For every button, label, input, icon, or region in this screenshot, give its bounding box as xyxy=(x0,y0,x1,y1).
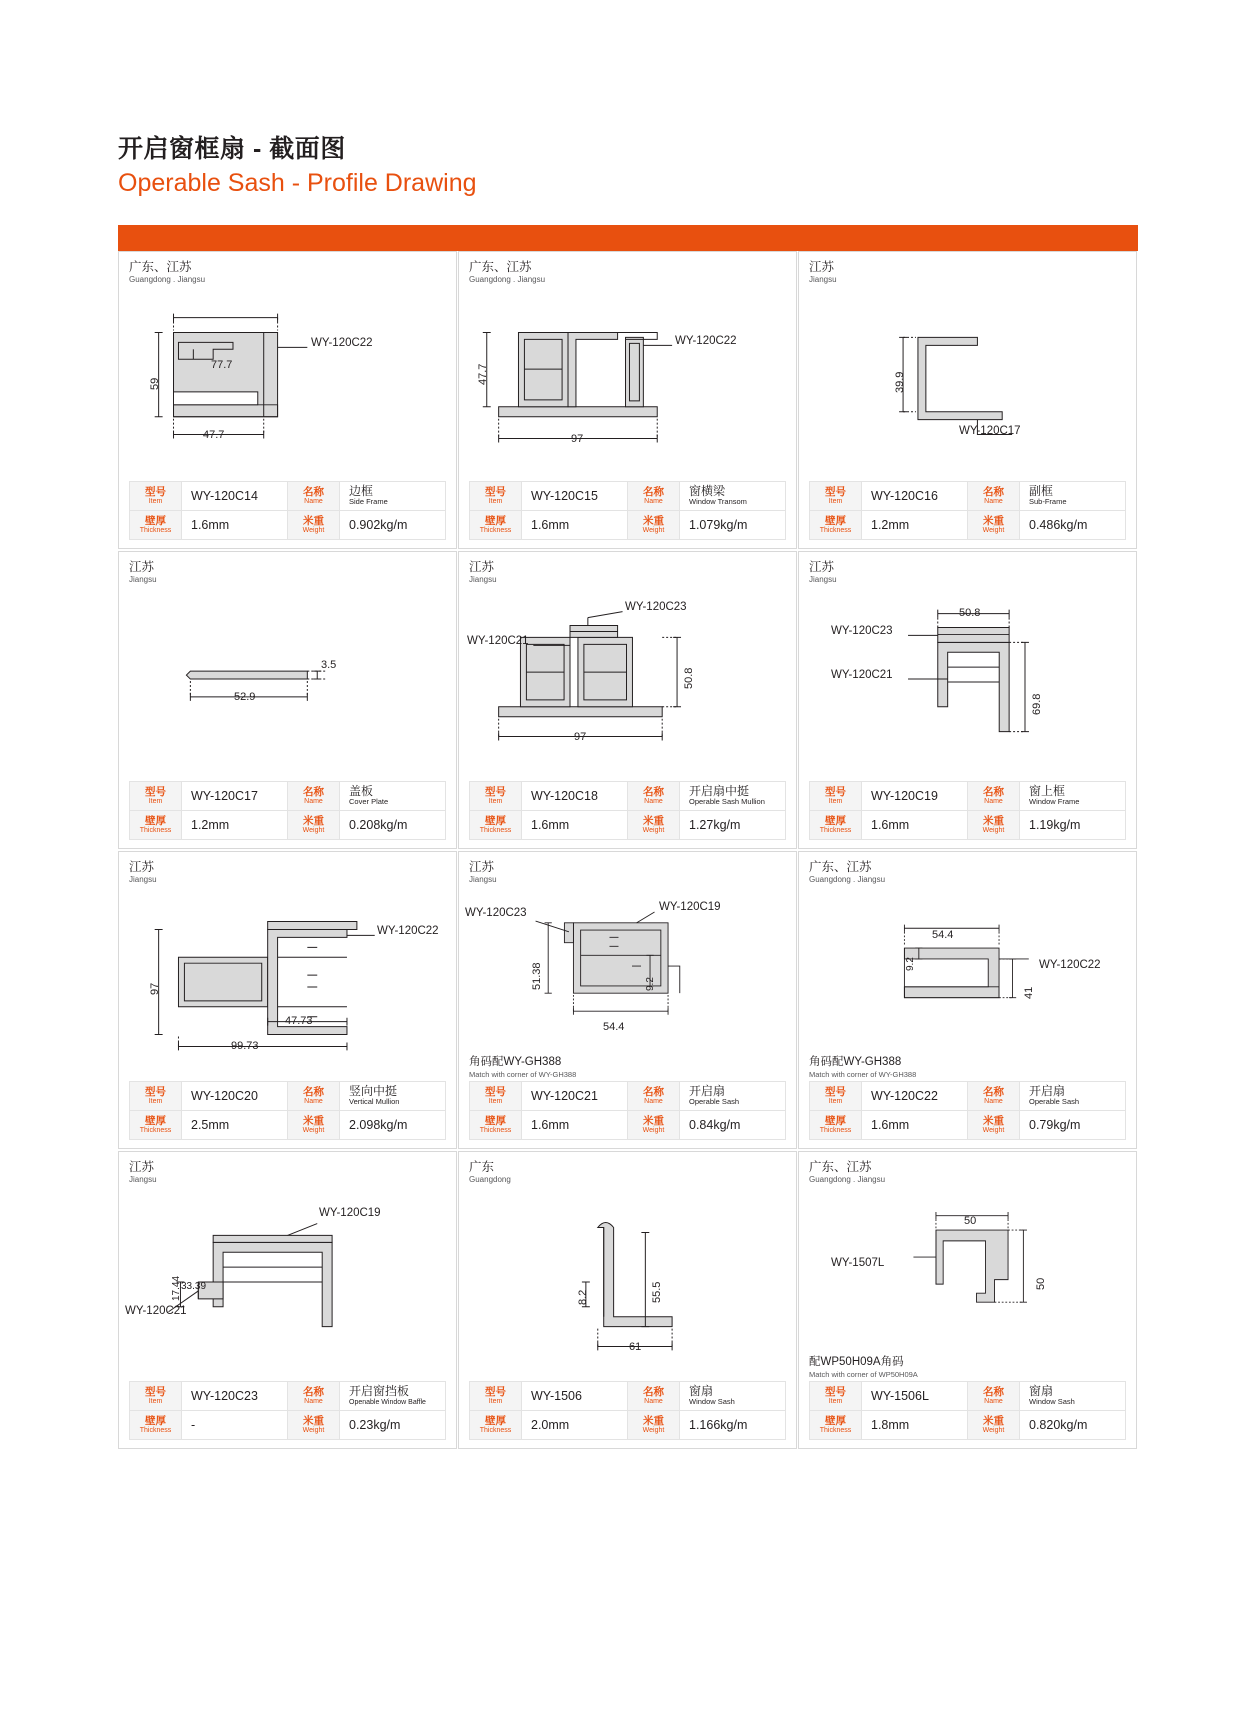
item-label: 型号 Item xyxy=(130,482,182,511)
profile-svg xyxy=(459,585,796,779)
weight-value: 1.27kg/m xyxy=(680,811,786,840)
table-row xyxy=(810,1111,1126,1140)
item-label: 型号 Item xyxy=(470,482,522,511)
dimension: 47.73 xyxy=(285,1014,313,1027)
profile-svg xyxy=(459,285,796,479)
region-label xyxy=(119,552,456,585)
name-label: 名称 Name xyxy=(288,782,340,811)
thickness-label: 壁厚 Thickness xyxy=(810,1111,862,1140)
region-label xyxy=(799,852,1136,885)
region-cn: 广东 xyxy=(469,1160,495,1174)
name-label: 名称 Name xyxy=(288,1382,340,1411)
thickness-value: 1.6mm xyxy=(862,1111,968,1140)
name-value: 开启扇 Operable Sash xyxy=(680,1082,786,1111)
thickness-label: 壁厚 Thickness xyxy=(470,1411,522,1440)
thickness-value: 1.6mm xyxy=(522,811,628,840)
profile-cell xyxy=(798,251,1137,549)
profile-drawing xyxy=(799,285,1136,479)
thickness-label: 壁厚 Thickness xyxy=(130,1111,182,1140)
item-value: WY-120C15 xyxy=(522,482,628,511)
callout-label: WY-120C19 xyxy=(659,900,721,913)
item-value: WY-1506 xyxy=(522,1382,628,1411)
table-row xyxy=(470,1082,786,1111)
weight-value: 0.486kg/m xyxy=(1020,511,1126,540)
note-en: Match with corner of WY-GH388 xyxy=(809,1070,917,1079)
dimension: 97 xyxy=(571,432,584,445)
dimension: 50.8 xyxy=(959,606,981,619)
name-value: 开启扇 Operable Sash xyxy=(1020,1082,1126,1111)
item-label: 型号 Item xyxy=(470,1082,522,1111)
item-label: 型号 Item xyxy=(130,1082,182,1111)
dimension: 59 xyxy=(149,377,161,390)
item-value: WY-120C22 xyxy=(862,1082,968,1111)
spec-table xyxy=(469,781,786,840)
note-cn: 角码配WY-GH388 xyxy=(809,1056,902,1069)
callout-label: WY-1507L xyxy=(831,1256,885,1269)
region-label xyxy=(799,1152,1136,1185)
name-value: 开启扇中挺 Operable Sash Mullion xyxy=(680,782,786,811)
callout-label: WY-120C21 xyxy=(831,668,893,681)
profile-drawing xyxy=(459,885,796,1056)
thickness-label: 壁厚 Thickness xyxy=(130,1411,182,1440)
name-value: 窗横梁 Window Transom xyxy=(680,482,786,511)
callout-label: WY-120C22 xyxy=(675,334,737,347)
profile-grid xyxy=(118,251,1138,1451)
dimension: 50 xyxy=(964,1214,977,1227)
name-label: 名称 Name xyxy=(288,482,340,511)
dimension: 99.73 xyxy=(231,1039,259,1052)
item-label: 型号 Item xyxy=(810,1382,862,1411)
dimension: 47.7 xyxy=(477,363,489,385)
spec-table xyxy=(469,481,786,540)
profile-cell xyxy=(118,851,457,1149)
callout-label: WY-120C19 xyxy=(319,1206,381,1219)
weight-value: 0.902kg/m xyxy=(340,511,446,540)
region-en: Jiangsu xyxy=(809,575,837,585)
region-en: Jiangsu xyxy=(129,1175,157,1185)
name-label: 名称 Name xyxy=(628,1082,680,1111)
region-label xyxy=(459,252,796,285)
profile-cell xyxy=(458,1151,797,1449)
table-row xyxy=(470,782,786,811)
spec-table xyxy=(129,481,446,540)
thickness-label: 壁厚 Thickness xyxy=(470,511,522,540)
table-row xyxy=(130,1411,446,1440)
callout-label: WY-120C23 xyxy=(831,624,893,637)
region-cn: 广东、江苏 xyxy=(809,860,872,874)
callout-label: WY-120C21 xyxy=(467,634,529,647)
table-row xyxy=(470,482,786,511)
profile-svg xyxy=(459,1185,796,1379)
dimension: 8.2 xyxy=(577,1289,589,1305)
profile-svg xyxy=(119,285,456,479)
region-label xyxy=(459,1152,796,1185)
spec-table xyxy=(809,1081,1126,1140)
table-row xyxy=(130,511,446,540)
item-value: WY-120C21 xyxy=(522,1082,628,1111)
title-english: Operable Sash - Profile Drawing xyxy=(118,169,477,198)
region-en: Guangdong . Jiangsu xyxy=(809,1175,886,1185)
name-label: 名称 Name xyxy=(968,482,1020,511)
region-cn: 江苏 xyxy=(809,260,835,274)
weight-label: 米重 Weight xyxy=(628,1411,680,1440)
dimension: 52.9 xyxy=(234,690,256,703)
spec-table xyxy=(129,1081,446,1140)
thickness-label: 壁厚 Thickness xyxy=(810,811,862,840)
callout-label: WY-120C21 xyxy=(125,1304,187,1317)
weight-label: 米重 Weight xyxy=(628,511,680,540)
profile-cell xyxy=(798,851,1137,1149)
item-value: WY-120C18 xyxy=(522,782,628,811)
spec-table xyxy=(809,481,1126,540)
region-label xyxy=(119,1152,456,1185)
table-row xyxy=(130,782,446,811)
weight-label: 米重 Weight xyxy=(628,1111,680,1140)
note-cn: 角码配WY-GH388 xyxy=(469,1056,562,1069)
profile-svg xyxy=(799,285,1136,479)
item-label: 型号 Item xyxy=(810,1082,862,1111)
name-label: 名称 Name xyxy=(628,782,680,811)
name-label: 名称 Name xyxy=(628,482,680,511)
item-value: WY-120C16 xyxy=(862,482,968,511)
thickness-value: 1.2mm xyxy=(182,811,288,840)
weight-label: 米重 Weight xyxy=(968,811,1020,840)
thickness-label: 壁厚 Thickness xyxy=(470,1111,522,1140)
region-label xyxy=(119,252,456,285)
dimension: 50 xyxy=(1035,1277,1047,1290)
region-en: Jiangsu xyxy=(469,575,497,585)
thickness-value: 1.6mm xyxy=(522,1111,628,1140)
region-label xyxy=(799,552,1136,585)
region-en: Jiangsu xyxy=(809,275,837,285)
item-value: WY-120C23 xyxy=(182,1382,288,1411)
note-cn: 配WP50H09A角码 xyxy=(809,1356,904,1369)
title-chinese: 开启窗框扇 - 截面图 xyxy=(118,135,346,163)
spec-table xyxy=(469,1381,786,1440)
profile-cell xyxy=(118,551,457,849)
thickness-label: 壁厚 Thickness xyxy=(810,1411,862,1440)
table-row xyxy=(810,1382,1126,1411)
thickness-label: 壁厚 Thickness xyxy=(130,811,182,840)
item-value: WY-120C14 xyxy=(182,482,288,511)
region-cn: 江苏 xyxy=(809,560,835,574)
name-label: 名称 Name xyxy=(968,1382,1020,1411)
region-en: Guangdong . Jiangsu xyxy=(809,875,886,885)
profile-svg xyxy=(119,1185,456,1379)
item-label: 型号 Item xyxy=(130,1382,182,1411)
note xyxy=(459,1056,796,1081)
item-label: 型号 Item xyxy=(810,482,862,511)
weight-label: 米重 Weight xyxy=(628,811,680,840)
dimension: 47.7 xyxy=(203,428,225,441)
profile-drawing xyxy=(119,285,456,479)
weight-value: 1.19kg/m xyxy=(1020,811,1126,840)
name-value: 窗上框 Window Frame xyxy=(1020,782,1126,811)
thickness-value: 2.5mm xyxy=(182,1111,288,1140)
region-label xyxy=(459,852,796,885)
dimension: 54.4 xyxy=(603,1020,625,1033)
thickness-value: 1.6mm xyxy=(862,811,968,840)
dimension: 51.38 xyxy=(531,962,543,990)
profile-cell xyxy=(798,551,1137,849)
region-en: Jiangsu xyxy=(129,875,157,885)
weight-value: 0.23kg/m xyxy=(340,1411,446,1440)
item-label: 型号 Item xyxy=(470,1382,522,1411)
item-label: 型号 Item xyxy=(130,782,182,811)
dimension: 54.4 xyxy=(932,928,954,941)
note xyxy=(799,1356,1136,1381)
profile-drawing xyxy=(799,585,1136,779)
table-row xyxy=(470,1111,786,1140)
spec-table xyxy=(129,1381,446,1440)
region-label xyxy=(459,552,796,585)
weight-label: 米重 Weight xyxy=(288,1411,340,1440)
dimension: 17.44 xyxy=(171,1275,182,1301)
thickness-value: 1.2mm xyxy=(862,511,968,540)
name-value: 竖向中挺 Vertical Mullion xyxy=(340,1082,446,1111)
weight-value: 0.84kg/m xyxy=(680,1111,786,1140)
table-row xyxy=(130,1111,446,1140)
dimension: 39.9 xyxy=(894,371,906,393)
thickness-label: 壁厚 Thickness xyxy=(470,811,522,840)
dimension: 97 xyxy=(149,982,161,995)
spec-table xyxy=(809,1381,1126,1440)
weight-label: 米重 Weight xyxy=(288,811,340,840)
profile-cell xyxy=(798,1151,1137,1449)
weight-value: 1.166kg/m xyxy=(680,1411,786,1440)
thickness-value: 1.8mm xyxy=(862,1411,968,1440)
weight-value: 0.79kg/m xyxy=(1020,1111,1126,1140)
profile-cell xyxy=(458,251,797,549)
profile-svg xyxy=(799,1185,1136,1356)
name-value: 边框 Side Frame xyxy=(340,482,446,511)
table-row xyxy=(470,1411,786,1440)
callout-label: WY-120C22 xyxy=(377,924,439,937)
region-cn: 广东、江苏 xyxy=(469,260,532,274)
profile-cell xyxy=(118,1151,457,1449)
region-cn: 江苏 xyxy=(129,860,155,874)
table-row xyxy=(470,511,786,540)
thickness-value: 1.6mm xyxy=(522,511,628,540)
callout-label: WY-120C17 xyxy=(959,424,1021,437)
weight-value: 0.820kg/m xyxy=(1020,1411,1126,1440)
table-row xyxy=(810,482,1126,511)
weight-label: 米重 Weight xyxy=(288,1111,340,1140)
callout-label: WY-120C22 xyxy=(311,336,373,349)
thickness-label: 壁厚 Thickness xyxy=(130,511,182,540)
profile-drawing xyxy=(459,585,796,779)
weight-value: 1.079kg/m xyxy=(680,511,786,540)
region-cn: 江苏 xyxy=(469,860,495,874)
dimension: 97 xyxy=(574,730,587,743)
profile-drawing xyxy=(119,585,456,779)
name-label: 名称 Name xyxy=(628,1382,680,1411)
dimension: 41 xyxy=(1023,986,1035,999)
callout-label: WY-120C23 xyxy=(625,600,687,613)
note xyxy=(799,1056,1136,1081)
region-label xyxy=(799,252,1136,285)
name-value: 盖板 Cover Plate xyxy=(340,782,446,811)
weight-label: 米重 Weight xyxy=(968,1111,1020,1140)
note-en: Match with corner of WP50H09A xyxy=(809,1370,918,1379)
region-cn: 江苏 xyxy=(469,560,495,574)
item-value: WY-1506L xyxy=(862,1382,968,1411)
dimension: 69.8 xyxy=(1031,693,1043,715)
table-row xyxy=(130,482,446,511)
name-value: 开启窗挡板 Openable Window Baffle xyxy=(340,1382,446,1411)
dimension: 33.39 xyxy=(181,1280,207,1292)
weight-label: 米重 Weight xyxy=(968,1411,1020,1440)
spec-table xyxy=(809,781,1126,840)
profile-drawing xyxy=(459,1185,796,1379)
dimension: 9.2 xyxy=(645,977,656,991)
table-row xyxy=(810,1411,1126,1440)
weight-value: 2.098kg/m xyxy=(340,1111,446,1140)
profile-svg xyxy=(119,885,456,1079)
weight-label: 米重 Weight xyxy=(968,511,1020,540)
item-value: WY-120C19 xyxy=(862,782,968,811)
table-row xyxy=(470,811,786,840)
name-label: 名称 Name xyxy=(968,1082,1020,1111)
name-value: 副框 Sub-Frame xyxy=(1020,482,1126,511)
name-value: 窗扇 Window Sash xyxy=(1020,1382,1126,1411)
callout-label: WY-120C22 xyxy=(1039,958,1101,971)
weight-value: 0.208kg/m xyxy=(340,811,446,840)
profile-drawing xyxy=(119,885,456,1079)
region-en: Guangdong . Jiangsu xyxy=(469,275,546,285)
region-label xyxy=(119,852,456,885)
profile-svg xyxy=(119,585,456,779)
dimension: 77.7 xyxy=(211,358,233,371)
dimension: 50.8 xyxy=(683,667,695,689)
region-cn: 江苏 xyxy=(129,1160,155,1174)
table-row xyxy=(810,782,1126,811)
table-row xyxy=(810,811,1126,840)
spec-table xyxy=(469,1081,786,1140)
profile-drawing xyxy=(119,1185,456,1379)
table-row xyxy=(130,1082,446,1111)
thickness-value: 1.6mm xyxy=(182,511,288,540)
table-row xyxy=(130,1382,446,1411)
dimension: 3.5 xyxy=(321,658,337,671)
region-en: Jiangsu xyxy=(469,875,497,885)
spec-table xyxy=(129,781,446,840)
name-label: 名称 Name xyxy=(288,1082,340,1111)
thickness-label: 壁厚 Thickness xyxy=(810,511,862,540)
thickness-value: 2.0mm xyxy=(522,1411,628,1440)
region-en: Guangdong xyxy=(469,1175,511,1185)
profile-cell xyxy=(118,251,457,549)
name-value: 窗扇 Window Sash xyxy=(680,1382,786,1411)
region-cn: 广东、江苏 xyxy=(129,260,192,274)
profile-drawing xyxy=(799,1185,1136,1356)
dimension: 9.2 xyxy=(905,957,916,971)
profile-drawing xyxy=(459,285,796,479)
item-label: 型号 Item xyxy=(810,782,862,811)
item-value: WY-120C17 xyxy=(182,782,288,811)
weight-label: 米重 Weight xyxy=(288,511,340,540)
table-row xyxy=(130,811,446,840)
profile-drawing xyxy=(799,885,1136,1056)
region-cn: 江苏 xyxy=(129,560,155,574)
item-label: 型号 Item xyxy=(470,782,522,811)
thickness-value: - xyxy=(182,1411,288,1440)
dimension: 55.5 xyxy=(651,1281,663,1303)
dimension: 61 xyxy=(629,1340,642,1353)
table-row xyxy=(810,1082,1126,1111)
region-cn: 广东、江苏 xyxy=(809,1160,872,1174)
note-en: Match with corner of WY-GH388 xyxy=(469,1070,577,1079)
table-row xyxy=(470,1382,786,1411)
orange-header-bar xyxy=(118,225,1138,251)
region-en: Jiangsu xyxy=(129,575,157,585)
page-title xyxy=(118,134,918,200)
name-label: 名称 Name xyxy=(968,782,1020,811)
table-row xyxy=(810,511,1126,540)
profile-cell xyxy=(458,551,797,849)
region-en: Guangdong . Jiangsu xyxy=(129,275,206,285)
profile-cell xyxy=(458,851,797,1149)
callout-label: WY-120C23 xyxy=(465,906,527,919)
item-value: WY-120C20 xyxy=(182,1082,288,1111)
